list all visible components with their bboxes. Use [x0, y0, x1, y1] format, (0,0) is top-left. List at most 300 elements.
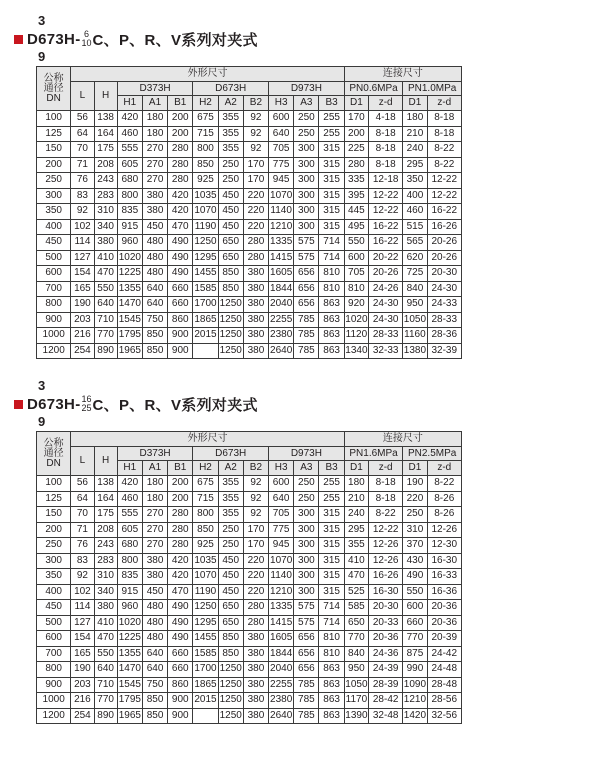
value-cell: 490 [168, 266, 193, 282]
subheader-cell: B3 [319, 461, 344, 476]
value-cell: 83 [71, 188, 94, 204]
value-cell: 656 [294, 281, 319, 297]
table-row [37, 662, 462, 678]
value-cell: 863 [319, 708, 344, 724]
value-cell: 380 [243, 631, 268, 647]
value-cell: 114 [71, 600, 94, 616]
value-cell: 32-39 [427, 343, 461, 359]
value-cell: 315 [319, 522, 344, 538]
value-cell: 280 [344, 157, 368, 173]
value-cell: 92 [243, 142, 268, 158]
value-cell: 1050 [344, 677, 368, 693]
table-row [37, 312, 462, 328]
value-cell: 640 [142, 646, 167, 662]
title-number-below: 9 [38, 414, 46, 429]
value-cell: 750 [142, 677, 167, 693]
value-cell: 8-18 [369, 476, 403, 492]
value-cell: 450 [218, 188, 243, 204]
value-cell [193, 708, 218, 724]
value-cell: 1140 [269, 569, 294, 585]
value-cell: 315 [319, 507, 344, 523]
value-cell: 863 [319, 328, 344, 344]
value-cell: 1585 [193, 281, 218, 297]
value-cell: 450 [218, 204, 243, 220]
value-cell: 20-22 [369, 250, 403, 266]
value-cell: 1020 [344, 312, 368, 328]
dn-cell: 125 [37, 491, 71, 507]
value-cell: 16-22 [369, 235, 403, 251]
value-cell: 28-56 [427, 693, 461, 709]
value-cell: 480 [142, 631, 167, 647]
value-cell: 430 [403, 553, 427, 569]
value-cell: 270 [142, 142, 167, 158]
value-cell: 250 [218, 538, 243, 554]
value-cell: 208 [94, 522, 117, 538]
subheader-cell: H2 [193, 96, 218, 111]
value-cell: 270 [142, 538, 167, 554]
value-cell: 20-26 [427, 235, 461, 251]
value-cell: 92 [243, 507, 268, 523]
dn-cell: 250 [37, 173, 71, 189]
value-cell: 295 [344, 522, 368, 538]
value-cell: 8-26 [427, 507, 461, 523]
value-cell: 164 [94, 126, 117, 142]
value-cell: 495 [344, 219, 368, 235]
subheader-cell: B1 [168, 461, 193, 476]
fraction-bottom: 10 [81, 38, 92, 48]
value-cell: 925 [193, 173, 218, 189]
value-cell: 200 [168, 111, 193, 127]
table-row [37, 631, 462, 647]
subheader-cell: H3 [269, 461, 294, 476]
fraction-top: 6 [84, 29, 90, 39]
value-cell: 490 [168, 600, 193, 616]
title-fraction [82, 30, 92, 48]
value-cell: 1295 [193, 250, 218, 266]
value-cell: 12-22 [369, 204, 403, 220]
dn-cell: 150 [37, 507, 71, 523]
value-cell: 280 [168, 538, 193, 554]
value-cell: 1700 [193, 662, 218, 678]
header-pn-b: PN1.0MPa [403, 82, 462, 96]
value-cell: 2040 [269, 297, 294, 313]
value-cell: 380 [243, 646, 268, 662]
dn-cell: 900 [37, 312, 71, 328]
value-cell: 480 [142, 266, 167, 282]
header-connection: 连接尺寸 [344, 67, 461, 82]
dn-cell: 500 [37, 615, 71, 631]
value-cell: 102 [71, 584, 94, 600]
value-cell: 20-30 [369, 600, 403, 616]
value-cell: 1455 [193, 631, 218, 647]
value-cell: 180 [142, 476, 167, 492]
value-cell: 300 [294, 173, 319, 189]
value-cell: 1190 [193, 219, 218, 235]
value-cell: 1455 [193, 266, 218, 282]
value-cell: 220 [243, 569, 268, 585]
table-row [37, 157, 462, 173]
subheader-cell: D1 [403, 96, 427, 111]
value-cell: 16-33 [427, 569, 461, 585]
value-cell: 315 [319, 157, 344, 173]
value-cell: 640 [269, 126, 294, 142]
subheader-cell: B2 [243, 96, 268, 111]
value-cell: 355 [218, 126, 243, 142]
table-row [37, 250, 462, 266]
red-square-icon [14, 35, 23, 44]
table-row [37, 219, 462, 235]
dn-cell: 600 [37, 266, 71, 282]
value-cell: 92 [243, 111, 268, 127]
value-cell: 890 [94, 343, 117, 359]
value-cell: 705 [269, 507, 294, 523]
value-cell: 64 [71, 126, 94, 142]
value-cell: 138 [94, 111, 117, 127]
value-cell: 175 [94, 142, 117, 158]
value-cell: 1605 [269, 266, 294, 282]
value-cell: 450 [218, 584, 243, 600]
value-cell: 775 [269, 157, 294, 173]
value-cell: 656 [294, 646, 319, 662]
value-cell: 1545 [117, 312, 142, 328]
value-cell: 16-26 [427, 219, 461, 235]
value-cell: 92 [243, 491, 268, 507]
value-cell: 70 [71, 507, 94, 523]
value-cell: 860 [168, 312, 193, 328]
value-cell: 24-33 [427, 297, 461, 313]
table-row [37, 343, 462, 359]
red-square-icon [14, 400, 23, 409]
value-cell: 2255 [269, 677, 294, 693]
dn-cell: 100 [37, 111, 71, 127]
value-cell: 180 [142, 126, 167, 142]
value-cell: 280 [243, 235, 268, 251]
value-cell: 92 [243, 126, 268, 142]
value-cell: 380 [243, 693, 268, 709]
value-cell: 280 [243, 615, 268, 631]
table-row [37, 328, 462, 344]
value-cell: 1795 [117, 328, 142, 344]
subheader-cell: z-d [369, 461, 403, 476]
value-cell: 315 [319, 173, 344, 189]
value-cell: 810 [319, 631, 344, 647]
value-cell: 300 [294, 522, 319, 538]
value-cell: 1020 [117, 250, 142, 266]
header-L: L [71, 447, 94, 476]
value-cell: 480 [142, 600, 167, 616]
value-cell: 380 [94, 235, 117, 251]
value-cell: 20-26 [369, 266, 403, 282]
value-cell: 380 [94, 600, 117, 616]
title-number-above: 3 [38, 378, 46, 393]
value-cell: 945 [269, 538, 294, 554]
value-cell: 12-26 [369, 538, 403, 554]
value-cell: 656 [294, 266, 319, 282]
value-cell: 255 [319, 111, 344, 127]
value-cell: 470 [94, 631, 117, 647]
value-cell: 165 [71, 646, 94, 662]
value-cell: 960 [117, 600, 142, 616]
subheader-cell: z-d [427, 461, 461, 476]
value-cell: 1795 [117, 693, 142, 709]
value-cell: 1295 [193, 615, 218, 631]
value-cell: 470 [94, 266, 117, 282]
value-cell: 714 [319, 615, 344, 631]
value-cell: 380 [243, 281, 268, 297]
value-cell: 12-26 [427, 522, 461, 538]
value-cell: 250 [294, 111, 319, 127]
value-cell: 24-30 [369, 312, 403, 328]
value-cell: 714 [319, 250, 344, 266]
value-cell: 127 [71, 615, 94, 631]
value-cell: 335 [344, 173, 368, 189]
value-cell: 164 [94, 491, 117, 507]
value-cell: 714 [319, 600, 344, 616]
value-cell: 656 [294, 297, 319, 313]
table-row [37, 266, 462, 282]
value-cell: 925 [193, 538, 218, 554]
value-cell: 220 [243, 188, 268, 204]
dn-cell: 150 [37, 142, 71, 158]
dn-cell: 900 [37, 677, 71, 693]
value-cell: 575 [294, 600, 319, 616]
table-row [37, 297, 462, 313]
value-cell: 710 [94, 677, 117, 693]
value-cell: 850 [142, 343, 167, 359]
header-dimensions: 外形尺寸 [71, 432, 344, 447]
value-cell: 32-56 [427, 708, 461, 724]
table-row [37, 708, 462, 724]
table-row [37, 235, 462, 251]
value-cell: 950 [403, 297, 427, 313]
value-cell: 300 [294, 204, 319, 220]
value-cell: 24-26 [369, 281, 403, 297]
table-row [37, 569, 462, 585]
value-cell: 2640 [269, 343, 294, 359]
value-cell: 2380 [269, 693, 294, 709]
value-cell: 785 [294, 343, 319, 359]
value-cell: 1700 [193, 297, 218, 313]
value-cell: 8-22 [427, 157, 461, 173]
value-cell: 1250 [218, 708, 243, 724]
value-cell: 1250 [218, 297, 243, 313]
value-cell: 8-18 [369, 142, 403, 158]
value-cell: 770 [94, 328, 117, 344]
value-cell: 190 [71, 662, 94, 678]
dn-cell: 700 [37, 646, 71, 662]
value-cell: 410 [344, 553, 368, 569]
value-cell: 8-22 [369, 507, 403, 523]
value-cell: 190 [403, 476, 427, 492]
value-cell: 470 [168, 219, 193, 235]
value-cell: 660 [403, 615, 427, 631]
value-cell: 180 [344, 476, 368, 492]
value-cell: 180 [142, 491, 167, 507]
dn-cell: 200 [37, 157, 71, 173]
value-cell: 640 [94, 297, 117, 313]
value-cell: 450 [142, 584, 167, 600]
value-cell: 650 [218, 235, 243, 251]
value-cell: 255 [319, 491, 344, 507]
value-cell: 1335 [269, 600, 294, 616]
value-cell: 575 [294, 235, 319, 251]
value-cell: 1120 [344, 328, 368, 344]
value-cell: 860 [168, 677, 193, 693]
value-cell: 24-36 [369, 646, 403, 662]
value-cell: 355 [344, 538, 368, 554]
dn-cell: 400 [37, 219, 71, 235]
subheader-cell: H1 [117, 96, 142, 111]
value-cell: 1355 [117, 281, 142, 297]
table-row [37, 204, 462, 220]
value-cell: 16-30 [369, 584, 403, 600]
value-cell: 76 [71, 538, 94, 554]
value-cell: 1415 [269, 250, 294, 266]
value-cell: 900 [168, 693, 193, 709]
subheader-cell: H2 [193, 461, 218, 476]
value-cell: 8-22 [427, 476, 461, 492]
value-cell: 715 [193, 126, 218, 142]
value-cell: 300 [294, 188, 319, 204]
value-cell: 380 [243, 677, 268, 693]
value-cell: 250 [294, 491, 319, 507]
value-cell: 283 [94, 553, 117, 569]
dn-cell: 300 [37, 553, 71, 569]
value-cell: 220 [403, 491, 427, 507]
value-cell: 20-36 [369, 631, 403, 647]
value-cell: 12-26 [369, 553, 403, 569]
value-cell: 915 [117, 584, 142, 600]
subheader-cell: z-d [369, 96, 403, 111]
value-cell: 1050 [403, 312, 427, 328]
value-cell: 92 [71, 204, 94, 220]
value-cell: 863 [319, 677, 344, 693]
dimension-table [36, 66, 462, 359]
value-cell: 800 [117, 188, 142, 204]
value-cell: 1070 [193, 204, 218, 220]
table-body [37, 476, 462, 724]
value-cell: 715 [193, 491, 218, 507]
dn-cell: 250 [37, 538, 71, 554]
subheader-cell: A2 [218, 96, 243, 111]
value-cell: 315 [319, 142, 344, 158]
value-cell: 295 [403, 157, 427, 173]
value-cell: 650 [218, 615, 243, 631]
value-cell: 380 [243, 662, 268, 678]
value-cell: 71 [71, 522, 94, 538]
value-cell: 660 [168, 646, 193, 662]
value-cell: 4-18 [369, 111, 403, 127]
value-cell: 840 [344, 646, 368, 662]
value-cell: 525 [344, 584, 368, 600]
value-cell: 1585 [193, 646, 218, 662]
value-cell: 250 [218, 157, 243, 173]
value-cell: 210 [403, 126, 427, 142]
value-cell: 1844 [269, 646, 294, 662]
value-cell: 600 [344, 250, 368, 266]
table-row [37, 111, 462, 127]
value-cell: 2015 [193, 693, 218, 709]
value-cell: 1335 [269, 235, 294, 251]
value-cell: 216 [71, 328, 94, 344]
table-row [37, 126, 462, 142]
value-cell: 470 [344, 569, 368, 585]
value-cell: 1190 [193, 584, 218, 600]
value-cell: 12-22 [369, 522, 403, 538]
value-cell: 1340 [344, 343, 368, 359]
value-cell: 300 [294, 584, 319, 600]
value-cell: 250 [403, 507, 427, 523]
value-cell: 300 [294, 553, 319, 569]
value-cell: 180 [142, 111, 167, 127]
table-row [37, 693, 462, 709]
value-cell: 28-42 [369, 693, 403, 709]
value-cell: 28-48 [427, 677, 461, 693]
value-cell: 16-36 [427, 584, 461, 600]
value-cell: 8-22 [427, 142, 461, 158]
value-cell: 12-22 [427, 188, 461, 204]
value-cell: 605 [117, 157, 142, 173]
value-cell: 170 [243, 522, 268, 538]
value-cell: 315 [319, 538, 344, 554]
table-row [37, 173, 462, 189]
value-cell: 200 [344, 126, 368, 142]
header-d973h: D973H [269, 82, 345, 96]
value-cell: 190 [71, 297, 94, 313]
value-cell: 165 [71, 281, 94, 297]
value-cell: 1160 [403, 328, 427, 344]
value-cell: 1170 [344, 693, 368, 709]
value-cell: 785 [294, 328, 319, 344]
value-cell: 800 [193, 507, 218, 523]
title-fraction [82, 395, 92, 413]
value-cell: 315 [319, 188, 344, 204]
value-cell: 785 [294, 693, 319, 709]
value-cell: 1415 [269, 615, 294, 631]
table-row [37, 600, 462, 616]
value-cell: 355 [218, 142, 243, 158]
value-cell: 170 [344, 111, 368, 127]
dn-cell: 125 [37, 126, 71, 142]
value-cell: 28-36 [427, 328, 461, 344]
value-cell: 1210 [269, 584, 294, 600]
title-suffix: C、P、R、V系列对夹式 [92, 31, 258, 49]
value-cell: 800 [117, 553, 142, 569]
title-number-above: 3 [38, 13, 46, 28]
subheader-cell: A2 [218, 461, 243, 476]
value-cell: 600 [269, 476, 294, 492]
subheader-cell: D1 [344, 96, 368, 111]
value-cell: 380 [243, 343, 268, 359]
value-cell: 310 [94, 569, 117, 585]
table-row [37, 142, 462, 158]
value-cell: 56 [71, 476, 94, 492]
value-cell [193, 343, 218, 359]
table-row [37, 491, 462, 507]
value-cell: 675 [193, 111, 218, 127]
value-cell: 56 [71, 111, 94, 127]
value-cell: 315 [319, 553, 344, 569]
value-cell: 890 [94, 708, 117, 724]
value-cell: 32-33 [369, 343, 403, 359]
value-cell: 370 [403, 538, 427, 554]
value-cell: 280 [243, 250, 268, 266]
value-cell: 770 [344, 631, 368, 647]
value-cell: 675 [193, 476, 218, 492]
fraction-top: 16 [81, 394, 92, 404]
value-cell: 810 [319, 646, 344, 662]
title-prefix: D673H- [27, 395, 81, 413]
